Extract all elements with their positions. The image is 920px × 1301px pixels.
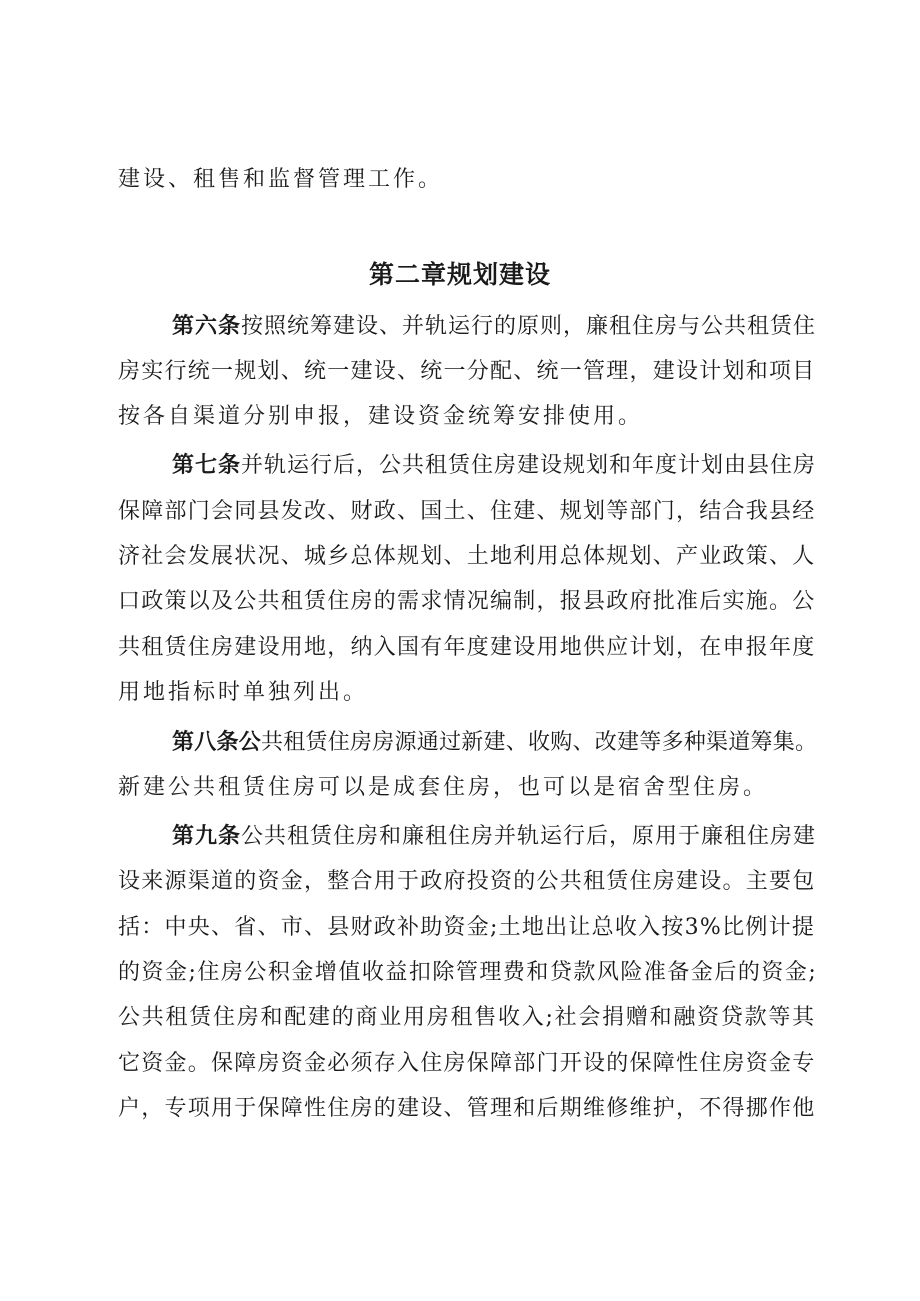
- article-9-line: 户，专项用于保障性住房的建设、管理和后期维修维护，不得挪作他: [118, 1096, 816, 1121]
- article-6-first-line: [172, 311, 816, 343]
- article-9-first-line: [172, 821, 816, 853]
- article-9-line: 它资金。保障房资金必须存入住房保障部门开设的保障性住房资金专: [118, 1051, 816, 1076]
- article-7-line: 共租赁住房建设用地，纳入国有年度建设用地供应计划，在申报年度: [118, 635, 816, 660]
- article-7-label: 第七条: [172, 453, 242, 478]
- article-7-line: 口政策以及公共租赁住房的需求情况编制，报县政府批准后实施。公: [118, 589, 816, 614]
- article-6-label: 第六条: [172, 314, 242, 339]
- article-6-line: 按各自渠道分别申报，建设资金统筹安排使用。: [118, 404, 644, 429]
- article-8-line: 新建公共租赁住房可以是成套住房，也可以是宿舍型住房。: [118, 775, 769, 800]
- article-7-line: 济社会发展状况、城乡总体规划、土地利用总体规划、产业政策、人: [118, 544, 816, 569]
- chapter-title: 第二章规划建设: [368, 260, 551, 289]
- article-7-text: 并轨运行后，公共租赁住房建设规划和年度计划由县住房: [241, 453, 817, 478]
- article-9-text: 公共租赁住房和廉租住房并轨运行后，原用于廉租住房建: [241, 824, 817, 849]
- article-7-line: 用地指标时单独列出。: [118, 680, 369, 705]
- article-8-label: 第八条公: [172, 730, 262, 755]
- intro-line: 建设、租售和监督管理工作。: [118, 167, 444, 192]
- article-7-first-line: [172, 450, 816, 482]
- article-7-line: 保障部门会同县发改、财政、国土、住建、规划等部门，结合我县经: [118, 499, 816, 524]
- article-6-line: 房实行统一规划、统一建设、统一分配、统一管理，建设计划和项目: [118, 359, 816, 384]
- article-9-line: 的资金;住房公积金增值收益扣除管理费和贷款风险准备金后的资金;: [118, 960, 818, 985]
- article-6-text: 按照统筹建设、并轨运行的原则，廉租住房与公共租赁住: [241, 314, 817, 339]
- article-9-label: 第九条: [172, 824, 242, 849]
- article-8-first-line: [172, 727, 817, 759]
- article-9-line: 公共租赁住房和配建的商业用房租售收入;社会捐赠和融资贷款等其: [118, 1005, 816, 1030]
- article-9-line: 设来源渠道的资金，整合用于政府投资的公共租赁住房建设。主要包: [118, 869, 816, 894]
- article-8-text: 共租赁住房房源通过新建、收购、改建等多种渠道筹集。: [261, 730, 818, 755]
- article-9-line: 括：中央、省、市、县财政补助资金;土地出让总收入按3%比例计提: [118, 915, 816, 940]
